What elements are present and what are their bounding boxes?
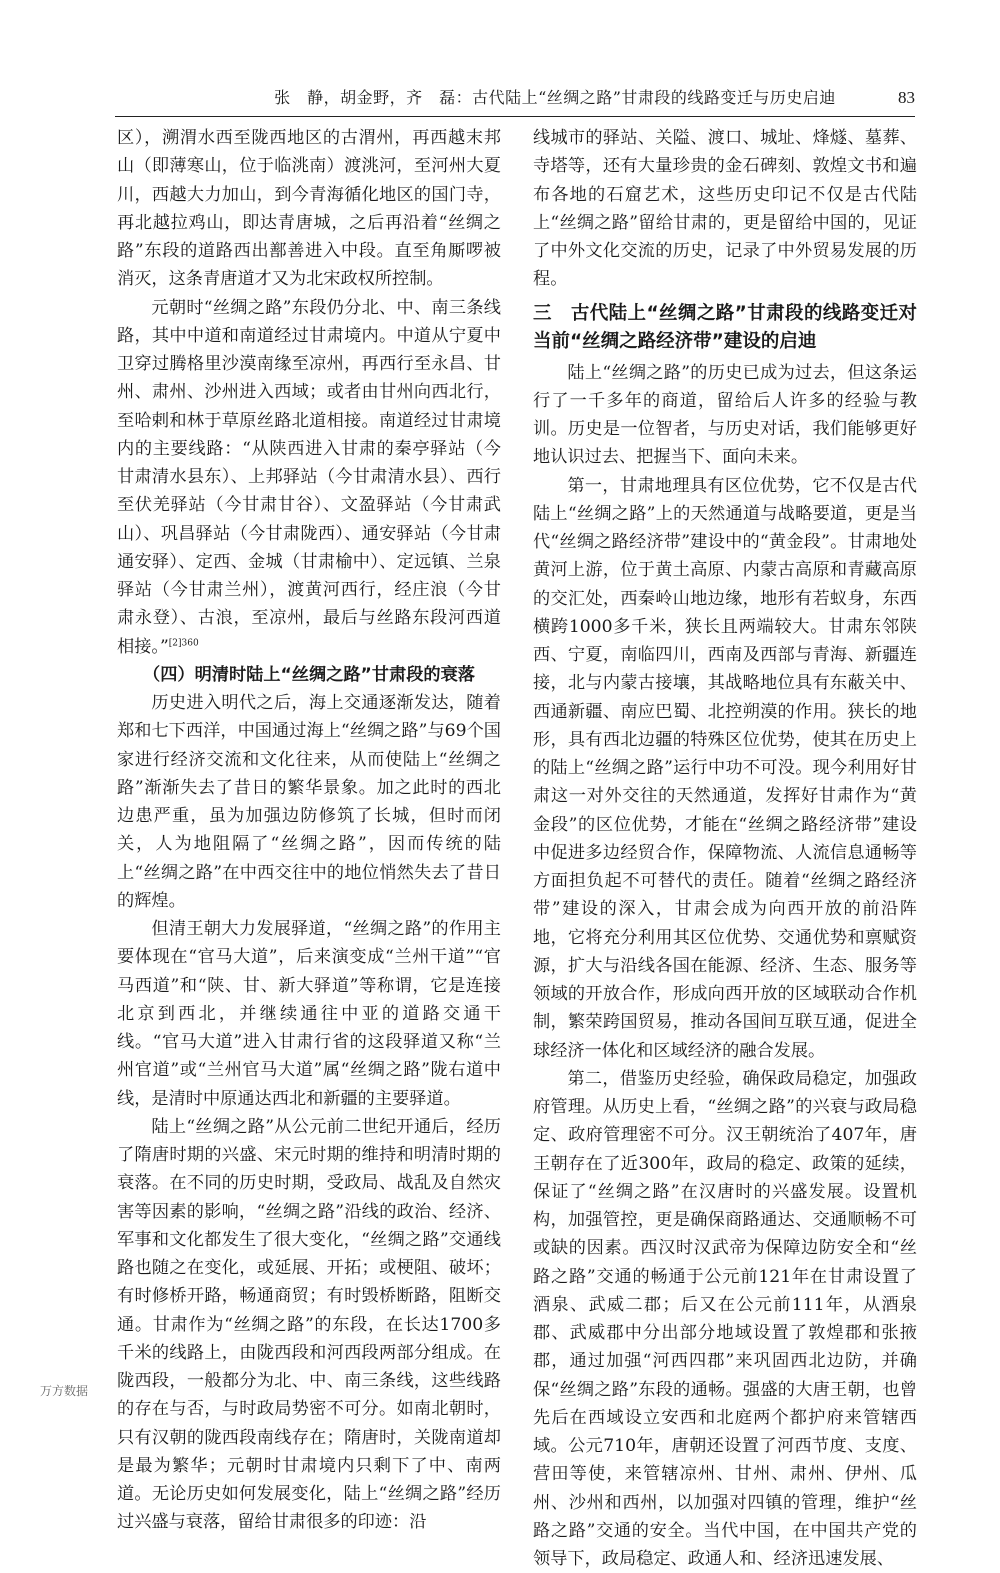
paragraph: 线城市的驿站、关隘、渡口、城址、烽燧、墓葬、寺塔等，还有大量珍贵的金石碑刻、敦煌文书和遍布各地的石窟艺术，这些历史印记不仅是古代陆上“丝绸之路”留给甘肃的，更是留给中国的，见证了中外文化交流的历史，记录了中外贸易发展的历程。 xyxy=(533,128,917,290)
running-header xyxy=(115,86,915,114)
paragraph: 第一，甘肃地理具有区位优势，它不仅是古代陆上“丝绸之路”上的天然通道与战略要道，更是当代“丝绸之路经济带”建设中的“黄金段”。甘肃地处黄河上游，位于黄土高原、内蒙古高原和青藏高原的交汇处，西秦岭山地边缘，地形有若蚁身，东西横跨1000多千米，狭长且两端较大。甘肃东邻陕西、宁夏，南临四川，西南及西部与青海、新疆连接，北与内蒙古接壤，其战略地位具有东蔽关中、西通新疆、南应巴蜀、北控朔漠的作用。狭长的地形，具有西北边疆的特殊区位优势，使其在历史上的陆上“丝绸之路”运行中功不可没。现今利用好甘肃这一对外交往的天然通道，发挥好甘肃作为“黄金段”的区位优势，才能在“丝绸之路经济带”建设中促进多边经贸合作，保障物流、人流信息通畅等方面担负起不可替代的责任。随着“丝绸之路经济带”建设的深入，甘肃会成为向西开放的前沿阵地，它将充分利用其区位优势、交通优势和禀赋资源，扩大与沿线各国在能源、经济、生态、服务等领域的开放合作，形成向西开放的区域联动合作机制，繁荣跨国贸易，推动各国间互联互通，促进全球经济一体化和区域经济的融合发展。 xyxy=(533,475,917,1061)
watermark: 万方数据 xyxy=(40,1384,89,1398)
paragraph: 陆上“丝绸之路”从公元前二世纪开通后，经历了隋唐时期的兴盛、宋元时期的维持和明清时期的衰落。在不同的历史时期，受政局、战乱及自然灾害等因素的影响，“丝绸之路”沿线的政治、经济、军事和文化都发生了很大变化，“丝绸之路”交通线路也随之在变化，或延展、开拓；或梗阻、破坏；有时修桥开路，畅通商贸；有时毁桥断路，阻断交通。甘肃作为“丝绸之路”的东段，在长达1700多千米的线路上，由陇西段和河西段两部分组成。在陇西段，一般都分为北、中、南三条线，这些线路的存在与否，与时政局势密不可分。如南北朝时，只有汉朝的陇西段南线存在；隋唐时，关陇南道却是最为繁华；元朝时甘肃境内只剩下了中、南两道。无论历史如何发展变化，陆上“丝绸之路”经历过兴盛与衰落，留给甘肃很多的印迹：沿 xyxy=(117,1116,501,1533)
section-subheading: （四）明清时陆上“丝绸之路”甘肃段的衰落 xyxy=(143,664,475,685)
paragraph xyxy=(117,294,501,661)
paragraph: 历史进入明代之后，海上交通逐渐发达，随着郑和七下西洋，中国通过海上“丝绸之路”与69个国家进行经济交流和文化往来，从而使陆上“丝绸之路”渐渐失去了昔日的繁华景象。加之此时的西北边患严重，虽为加强边防修筑了长城，但时而闭关，人为地阻隔了“丝绸之路”，因而传统的陆上“丝绸之路”在中西交往中的地位悄然失去了昔日的辉煌。 xyxy=(117,693,501,911)
running-title: 张 静，胡金野，齐 磊：古代陆上“丝绸之路”甘肃段的线路变迁与历史启迪 xyxy=(274,88,836,107)
page-number: 83 xyxy=(898,88,915,107)
section-heading: 三 古代陆上“丝绸之路”甘肃段的线路变迁对当前“丝绸之路经济带”建设的启迪 xyxy=(533,302,917,352)
paragraph: 区），溯渭水西至陇西地区的古渭州，再西越末邦山（即薄寒山，位于临洮南）渡洮河，至河州大夏川，西越大力加山，到今青海循化地区的国门寺，再北越拉鸡山，即达青唐城，之后再沿着“丝绸之路”东段的道路西出鄯善进入中段。直至角厮啰被消灭，这条青唐道才又为北宋政权所控制。 xyxy=(117,128,501,290)
citation: [2]360 xyxy=(168,637,199,648)
header-rule xyxy=(115,116,915,117)
paragraph: 但清王朝大力发展驿道，“丝绸之路”的作用主要体现在“官马大道”，后来演变成“兰州干道”“官马西道”和“陕、甘、新大驿道”等称谓，它是连接北京到西北，并继续通往中亚的道路交通干线。“官马大道”进入甘肃行省的这段驿道又称“兰州官道”或“兰州官马大道”属“丝绸之路”陇右道中线，是清时中原通达西北和新疆的主要驿道。 xyxy=(117,919,501,1109)
paragraph: 第二，借鉴历史经验，确保政局稳定，加强政府管理。从历史上看，“丝绸之路”的兴衰与政局稳定、政府管理密不可分。汉王朝统治了407年，唐王朝存在了近300年，政局的稳定、政策的延续，保证了“丝绸之路”在汉唐时的兴盛发展。设置机构，加强管控，更是确保商路通达、交通顺畅不可或缺的因素。西汉时汉武帝为保障边防安全和“丝路之路”交通的畅通于公元前121年在甘肃设置了酒泉、武威二郡；后又在公元前111年，从酒泉郡、武威郡中分出部分地域设置了敦煌郡和张掖郡，通过加强“河西四郡”来巩固西北边防，并确保“丝绸之路”东段的通畅。强盛的大唐王朝，也曾先后在西域设立安西和北庭两个都护府来管辖西域。公元710年，唐朝还设置了河西节度、支度、营田等使，来管辖凉州、甘州、肃州、伊州、瓜州、沙州和西州，以加强对四镇的管理，维护“丝路之路”交通的安全。当代中国，在中国共产党的领导下，政局稳定、政通人和、经济迅速发展、 xyxy=(533,1068,917,1569)
right-column xyxy=(533,124,917,1573)
left-column xyxy=(117,124,501,1537)
paragraph-text: 元朝时“丝绸之路”东段仍分北、中、南三条线路，其中中道和南道经过甘肃境内。中道从宁夏中卫穿过腾格里沙漠南缘至凉州，再西行至永昌、甘州、肃州、沙州进入西域；或者由甘州向西北行，至哈剌和林于草原丝路北道相接。南道经过甘肃境内的主要线路：“从陕西进入甘肃的秦亭驿站（今甘肃清水县东）、上邦驿站（今甘肃清水县）、西行至伏羌驿站（今甘肃甘谷）、文盈驿站（今甘肃武山）、巩昌驿站（今甘肃陇西）、通安驿站（今甘肃通安驿）、定西、金城（甘肃榆中）、定远镇、兰泉驿站（今甘肃兰州），渡黄河西行，经庄浪（今甘肃永登）、古浪，至凉州，最后与丝路东段河西道相接。” xyxy=(117,297,501,657)
paragraph: 陆上“丝绸之路”的历史已成为过去，但这条运行了一千多年的商道，留给后人许多的经验与教训。历史是一位智者，与历史对话，我们能够更好地认识过去、把握当下、面向未来。 xyxy=(533,362,917,468)
